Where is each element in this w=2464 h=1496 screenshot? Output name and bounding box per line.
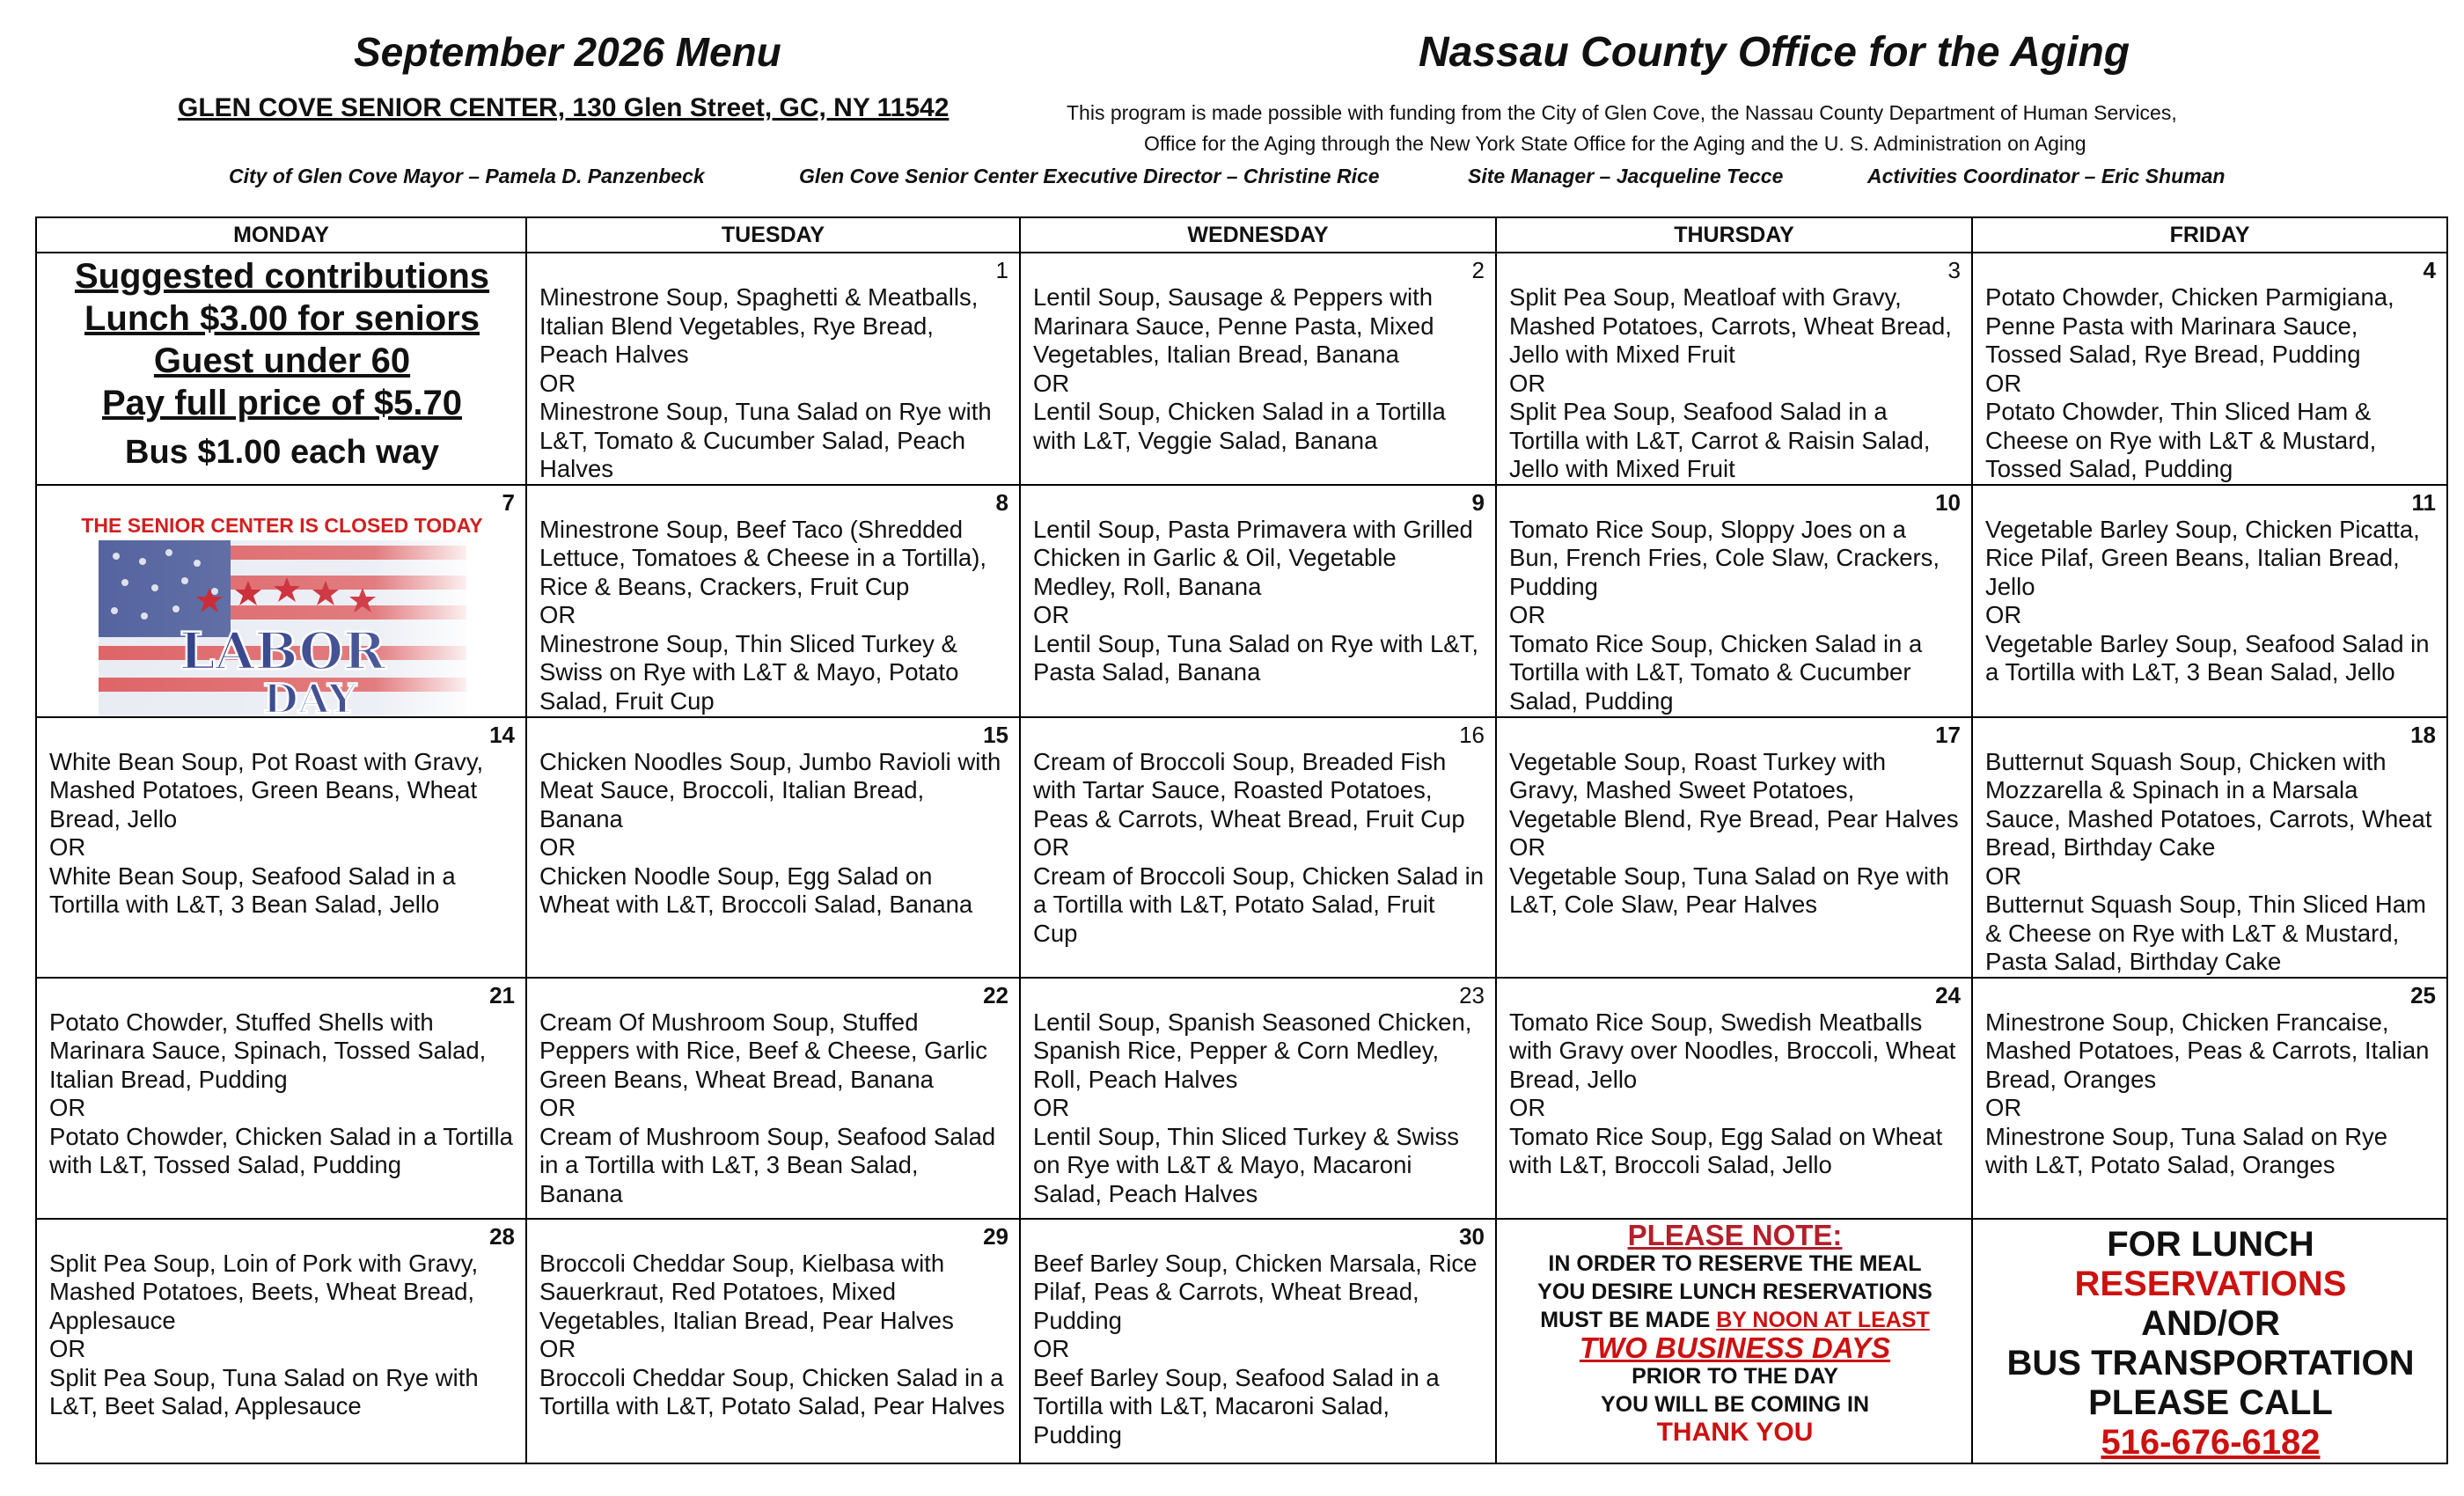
funding-line-2: Office for the Aging through the New York State Office for the Aging and the U. S. Administration on Aging (1144, 132, 2086, 155)
day-menu: Butternut Squash Soup, Chicken with Mozzarella & Spinach in a Marsala Sauce, Mashed Potatoes, Carrots, Wheat Bread, Birthday Cake OR Butternut Squash Soup, Thin Sliced Ham & Cheese on Rye with L&T & Mustard, Pasta Salad, Birthday Cake (1985, 747, 2432, 975)
contribution-line: Guest under 60 (153, 341, 411, 380)
day-cell (1972, 717, 2447, 978)
day-number: 24 (1935, 981, 1961, 1008)
day-cell (1020, 253, 1496, 485)
labor-day-banner (99, 540, 466, 716)
day-number: 14 (489, 721, 515, 748)
weekday-header: THURSDAY (1496, 217, 1972, 253)
phone-number[interactable]: 516-676-6182 (2101, 1422, 2321, 1462)
day-cell (526, 717, 1020, 978)
staff-activities-coordinator: Activities Coordinator – Eric Shuman (1867, 165, 2226, 187)
day-cell (1020, 717, 1496, 978)
bus-fare: Bus $1.00 each way (125, 434, 439, 471)
day-number: 9 (1471, 488, 1485, 516)
agency-title: Nassau County Office for the Aging (1419, 29, 2130, 76)
day-cell (1972, 978, 2447, 1219)
call-line: PLEASE CALL (2088, 1382, 2333, 1422)
day-menu: White Bean Soup, Pot Roast with Gravy, Mashed Potatoes, Green Beans, Wheat Bread, Jello OR White Bean Soup, Seafood Salad in a Tortilla with L&T, 3 Bean Salad, Jello (49, 747, 484, 918)
day-menu: Minestrone Soup, Spaghetti & Meatballs, Italian Blend Vegetables, Rye Bread, Peach Halves OR Minestrone Soup, Tuna Salad on Rye with L&T, Tomato & Cucumber Salad, Peach Halves (539, 283, 992, 482)
day-number: 25 (2410, 981, 2436, 1008)
day-cell (1020, 1219, 1496, 1463)
day-cell (36, 1219, 526, 1463)
menu-calendar (35, 216, 2448, 1464)
note-thank-you: THANK YOU (1656, 1417, 1814, 1447)
day-cell (526, 978, 1020, 1219)
day-cell (526, 253, 1020, 485)
reservation-note-cell (1496, 1219, 1972, 1463)
day-number: 21 (489, 981, 515, 1008)
call-line: BUS TRANSPORTATION (2006, 1343, 2415, 1382)
day-number: 11 (2411, 488, 2436, 516)
day-menu: Lentil Soup, Sausage & Peppers with Marinara Sauce, Penne Pasta, Mixed Vegetables, Italian Bread, Banana OR Lentil Soup, Chicken Salad in a Tortilla with L&T, Veggie Salad, Banana (1033, 283, 1446, 454)
day-menu: Tomato Rice Soup, Sloppy Joes on a Bun, French Fries, Cole Slaw, Crackers, Pudding OR Tomato Rice Soup, Chicken Salad in a Tortilla with L&T, Tomato & Cucumber Salad, Pudding (1509, 515, 1940, 715)
week-row (36, 485, 2447, 717)
day-number: 1 (995, 257, 1008, 283)
day-menu: Tomato Rice Soup, Swedish Meatballs with Gravy over Noodles, Broccoli, Wheat Bread, Jello OR Tomato Rice Soup, Egg Salad on Wheat with L&T, Broccoli Salad, Jello (1509, 1008, 1956, 1178)
day-cell (526, 485, 1020, 717)
day-number: 22 (983, 981, 1008, 1008)
weekday-header: WEDNESDAY (1020, 217, 1496, 253)
day-cell (36, 978, 526, 1219)
week-row (36, 1219, 2447, 1463)
day-menu: Cream Of Mushroom Soup, Stuffed Peppers with Rice, Beef & Cheese, Garlic Green Beans, Wheat Bread, Banana OR Cream of Mushroom Soup, Seafood Salad in a Tortilla with L&T, 3 Bean Salad, Banana (539, 1008, 996, 1207)
day-cell (1972, 485, 2447, 717)
weekday-header: FRIDAY (1972, 217, 2447, 253)
funding-line-1: This program is made possible with funding from the City of Glen Cove, the Nassau County Department of Human Services, (1067, 101, 2177, 124)
day-menu: Split Pea Soup, Meatloaf with Gravy, Mashed Potatoes, Carrots, Wheat Bread, Jello with Mixed Fruit OR Split Pea Soup, Seafood Salad in a Tortilla with L&T, Carrot & Raisin Salad, Jello with Mixed Fruit (1509, 283, 1952, 482)
day-cell (1020, 485, 1496, 717)
day-menu: Vegetable Soup, Roast Turkey with Gravy, Mashed Sweet Potatoes, Vegetable Blend, Rye Bread, Pear Halves OR Vegetable Soup, Tuna Salad on Rye with L&T, Cole Slaw, Pear Halves (1509, 747, 1959, 918)
day-menu: Cream of Broccoli Soup, Breaded Fish with Tartar Sauce, Roasted Potatoes, Peas & Carrots, Wheat Bread, Fruit Cup OR Cream of Broccoli Soup, Chicken Salad in a Tortilla with L&T, Potato Salad, Fruit Cup (1033, 747, 1485, 947)
day-number: 4 (2423, 257, 2436, 283)
day-number: 8 (995, 488, 1008, 516)
day-cell (1496, 717, 1972, 978)
day-menu: Vegetable Barley Soup, Chicken Picatta, Rice Pilaf, Green Beans, Italian Bread, Jello OR Vegetable Barley Soup, Seafood Salad in a Tortilla with L&T, 3 Bean Salad, Jello (1985, 515, 2430, 686)
day-cell (1972, 253, 2447, 485)
day-menu: Beef Barley Soup, Chicken Marsala, Rice Pilaf, Peas & Carrots, Wheat Bread, Pudding OR Beef Barley Soup, Seafood Salad in a Tortilla with L&T, Macaroni Salad, Pudding (1033, 1249, 1478, 1448)
contributions-cell (36, 253, 526, 485)
reservation-call-cell (1972, 1219, 2447, 1463)
day-number: 23 (1459, 981, 1485, 1008)
day-menu: Lentil Soup, Spanish Seasoned Chicken, Spanish Rice, Pepper & Corn Medley, Roll, Peach Halves OR Lentil Soup, Thin Sliced Turkey & Swiss on Rye with L&T & Mayo, Macaroni Salad, Peach Halves (1033, 1008, 1472, 1207)
day-cell (1496, 485, 1972, 717)
note-line (1509, 1306, 1961, 1334)
day-menu: Minestrone Soup, Beef Taco (Shredded Lettuce, Tomatoes & Cheese in a Tortilla), Rice & Beans, Crackers, Fruit Cup OR Minestrone Soup, Thin Sliced Turkey & Swiss on Rye with L&T & Mayo, Potato Salad, Fruit Cup (539, 515, 987, 715)
call-line: FOR LUNCH (2107, 1224, 2314, 1264)
day-menu: Potato Chowder, Stuffed Shells with Marinara Sauce, Spinach, Tossed Salad, Italian Bread, Pudding OR Potato Chowder, Chicken Salad in a Tortilla with L&T, Tossed Salad, Pudding (49, 1008, 513, 1178)
staff-site-manager: Site Manager – Jacqueline Tecce (1468, 165, 1784, 187)
note-line: PRIOR TO THE DAY (1632, 1363, 1838, 1389)
contribution-line: Suggested contributions (74, 257, 490, 296)
week-row (36, 253, 2447, 485)
note-line: IN ORDER TO RESERVE THE MEAL (1548, 1250, 1922, 1276)
day-menu: Lentil Soup, Pasta Primavera with Grilled Chicken in Garlic & Oil, Vegetable Medley, Roll, Banana OR Lentil Soup, Tuna Salad on Rye with L&T, Pasta Salad, Banana (1033, 515, 1479, 686)
day-menu: Chicken Noodles Soup, Jumbo Ravioli with Meat Sauce, Broccoli, Italian Bread, Banana OR Chicken Noodle Soup, Egg Salad on Wheat with L&T, Broccoli Salad, Banana (539, 747, 1001, 918)
center-address: GLEN COVE SENIOR CENTER, 130 Glen Street, GC, NY 11542 (178, 93, 950, 122)
day-menu: Minestrone Soup, Chicken Francaise, Mashed Potatoes, Peas & Carrots, Italian Bread, Oranges OR Minestrone Soup, Tuna Salad on Rye with L&T, Potato Salad, Oranges (1985, 1008, 2430, 1178)
contribution-line: Pay full price of $5.70 (101, 384, 463, 422)
note-text: MUST BE MADE (1540, 1307, 1717, 1332)
note-line: YOU DESIRE LUNCH RESERVATIONS (1537, 1279, 1932, 1304)
note-line: YOU WILL BE COMING IN (1600, 1391, 1870, 1417)
menu-title: September 2026 Menu (354, 29, 781, 75)
day-number: 28 (489, 1222, 515, 1250)
note-deadline: BY NOON AT LEAST (1716, 1307, 1930, 1332)
day-cell (36, 717, 526, 978)
day-menu: Split Pea Soup, Loin of Pork with Gravy, Mashed Potatoes, Beets, Wheat Bread, Applesauce OR Split Pea Soup, Tuna Salad on Rye with L&T, Beet Salad, Applesauce (49, 1249, 479, 1419)
day-cell (1496, 253, 1972, 485)
staff-director: Glen Cove Senior Center Executive Director – Christine Rice (799, 165, 1380, 187)
staff-mayor: City of Glen Cove Mayor – Pamela D. Panzenbeck (229, 165, 705, 187)
day-cell (1496, 978, 1972, 1219)
day-number: 15 (983, 721, 1008, 748)
holiday-cell (36, 485, 526, 717)
day-cell (1020, 978, 1496, 1219)
contribution-line: Lunch $3.00 for seniors (84, 299, 480, 338)
call-line: AND/OR (2141, 1303, 2280, 1343)
day-number: 30 (1459, 1222, 1485, 1250)
call-line: RESERVATIONS (2074, 1264, 2347, 1303)
weekday-header: TUESDAY (526, 217, 1020, 253)
closed-notice: THE SENIOR CENTER IS CLOSED TODAY (81, 513, 483, 537)
day-cell (526, 1219, 1020, 1463)
note-heading: PLEASE NOTE: (1627, 1219, 1843, 1251)
day-number: 2 (1471, 257, 1485, 283)
weekday-header-row (36, 217, 2447, 253)
day-number: 7 (502, 488, 515, 516)
day-number: 16 (1459, 721, 1485, 748)
day-menu: Potato Chowder, Chicken Parmigiana, Penne Pasta with Marinara Sauce, Tossed Salad, Rye Bread, Pudding OR Potato Chowder, Thin Sliced Ham & Cheese on Rye with L&T & Mustard, Tossed Salad, Pudding (1985, 283, 2394, 482)
day-menu: Broccoli Cheddar Soup, Kielbasa with Sauerkraut, Red Potatoes, Mixed Vegetables, Italian Bread, Pear Halves OR Broccoli Cheddar Soup, Chicken Salad in a Tortilla with L&T, Potato Salad, Pear Halves (539, 1249, 1005, 1419)
day-number: 17 (1935, 721, 1961, 748)
day-number: 29 (983, 1222, 1008, 1250)
day-number: 10 (1935, 488, 1961, 516)
day-number: 18 (2410, 721, 2436, 748)
week-row (36, 978, 2447, 1219)
day-number: 3 (1947, 257, 1961, 283)
week-row (36, 717, 2447, 978)
note-business-days: TWO BUSINESS DAYS (1579, 1331, 1891, 1364)
weekday-header: MONDAY (36, 217, 526, 253)
